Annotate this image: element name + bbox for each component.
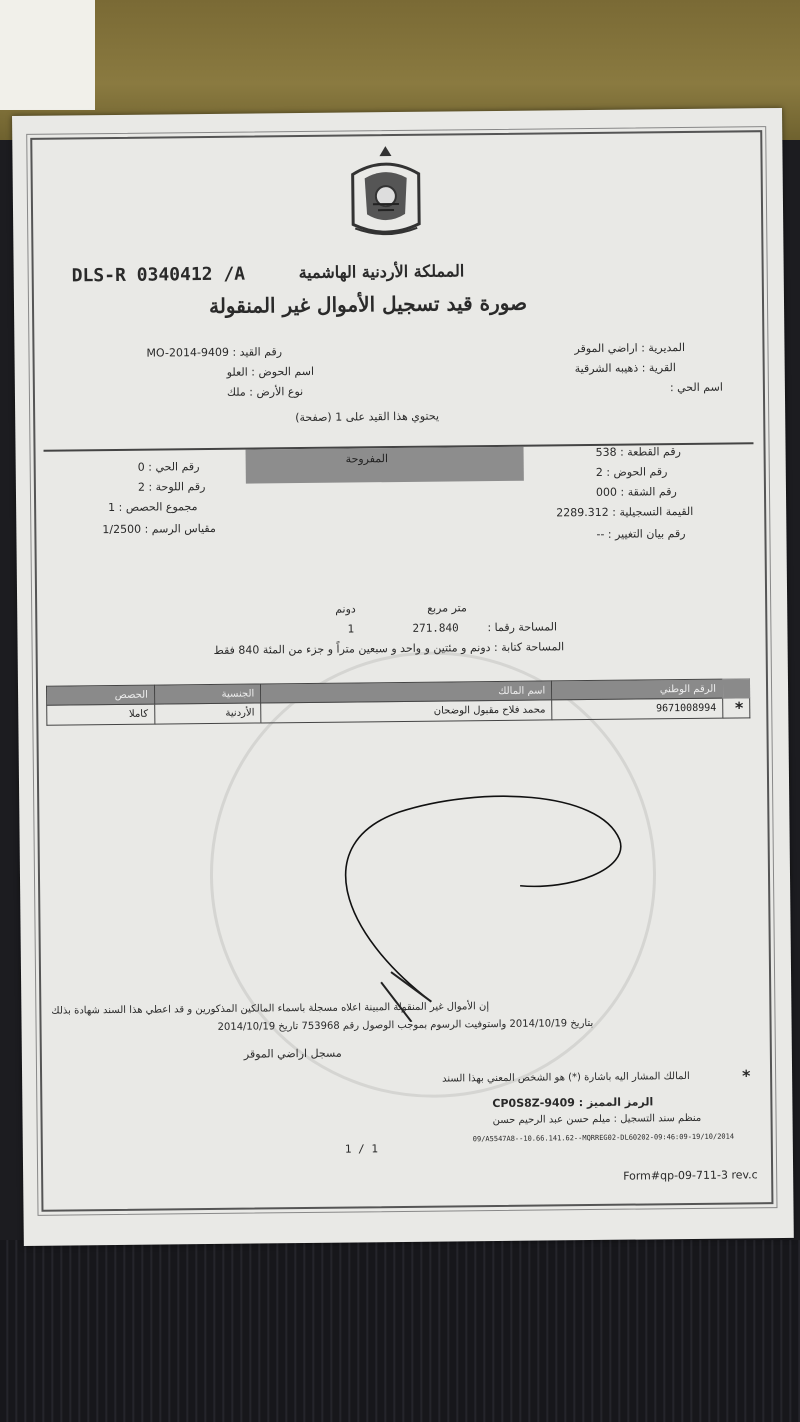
certification-line-1: إن الأموال غير المنقولة المبينة اعلاه مسجلة باسماء المالكين المذكورين و قد اعطي هذا السند شهادة بذلك [51, 1001, 490, 1017]
hay-number: رقم الحي : 0 [137, 460, 200, 474]
basin-number: رقم الحوض : 2 [595, 465, 668, 479]
basin-name: اسم الحوض : العلو [226, 364, 315, 379]
system-metadata: 09/A5547A8--10.66.141.62--MQRREG02-DL60202-09:46:09-19/10/2014 [472, 1132, 735, 1144]
col-shares: الحصص [46, 685, 154, 705]
handwritten-signature [319, 780, 641, 1023]
district-name: اسم الحي : [669, 380, 723, 395]
change-statement: رقم بيان التغيير : -- [596, 527, 686, 541]
record-number: رقم القيد : 9409-MO-2014 [146, 345, 283, 360]
kingdom-title: المملكة الأردنية الهاشمية [298, 261, 465, 283]
owner-name: محمد فلاح مقبول الوضحان [261, 700, 552, 723]
registration-value: القيمة التسجيلية : 2289.312 [556, 504, 694, 520]
col-owner-name: اسم المالك [261, 681, 552, 703]
plot-number: رقم القطعة : 538 [595, 445, 681, 459]
certification-line-2: بتاريخ 2014/10/19 واستوفيت الرسوم بموجب الوصول رقم 753968 تاريخ 2014/10/19 [217, 1017, 594, 1033]
area-col-dunum: دونم [335, 602, 356, 616]
owners-table [46, 678, 750, 725]
page-number: 1 / 1 [344, 1142, 379, 1156]
background-dark-fabric [0, 1240, 800, 1422]
area-label: المساحة رقما : [487, 620, 558, 635]
owner-note: المالك المشار اليه باشارة (*) هو الشخص المعني بهذا السند [442, 1070, 690, 1085]
directorate: المديرية : اراضي الموقر [574, 340, 686, 356]
document-organizer: منظم سند التسجيل : ميلم حسن عبد الرحيم حسن [492, 1112, 702, 1127]
board-number: رقم اللوحة : 2 [137, 480, 206, 494]
document-title: صورة قيد تسجيل الأموال غير المنقولة [208, 290, 528, 318]
document-serial: DLS-R 0340412 /A [71, 263, 246, 287]
document-sheet [12, 108, 794, 1246]
background-paper-corner [0, 0, 95, 110]
area-dunum-value: 1 [347, 622, 355, 636]
area-col-sqm: متر مربع [427, 601, 467, 615]
apartment-number: رقم الشقة : 000 [595, 485, 677, 499]
shaded-label: المفروحة [345, 452, 389, 466]
village: القرية : ذهيبه الشرقية [574, 361, 676, 376]
col-national-id: الرقم الوطني [552, 679, 723, 700]
unique-code: الرمز المميز : 9409-CP0S8Z [492, 1095, 654, 1111]
area-written: المساحة كتابة : دونم و مئتين و واحد و سبعين متراً و جزء من المئة 840 فقط [213, 640, 565, 657]
pages-count-line: يحتوي هذا القيد على 1 (صفحة) [295, 409, 440, 425]
owner-national-id: 9671008994 [552, 698, 723, 720]
owner-note-marker: * [742, 1066, 751, 1086]
registrar-signature-line: مسجل اراضي الموقر [243, 1046, 342, 1061]
col-nationality: الجنسية [154, 684, 261, 704]
owner-nationality: الأردنية [154, 703, 261, 724]
land-type: نوع الأرض : ملك [226, 384, 304, 399]
shares-total: مجموع الحصص : 1 [108, 500, 198, 515]
shaded-header-bar [246, 447, 524, 484]
coat-of-arms-icon [342, 144, 429, 241]
form-number: Form#qp-09-711-3 rev.c [623, 1168, 758, 1183]
area-sqm-value: 271.840 [412, 621, 459, 635]
owner-marker: * [723, 698, 750, 718]
map-scale: مقياس الرسم : 1/2500 [102, 521, 216, 537]
owner-share: كاملا [47, 704, 155, 725]
